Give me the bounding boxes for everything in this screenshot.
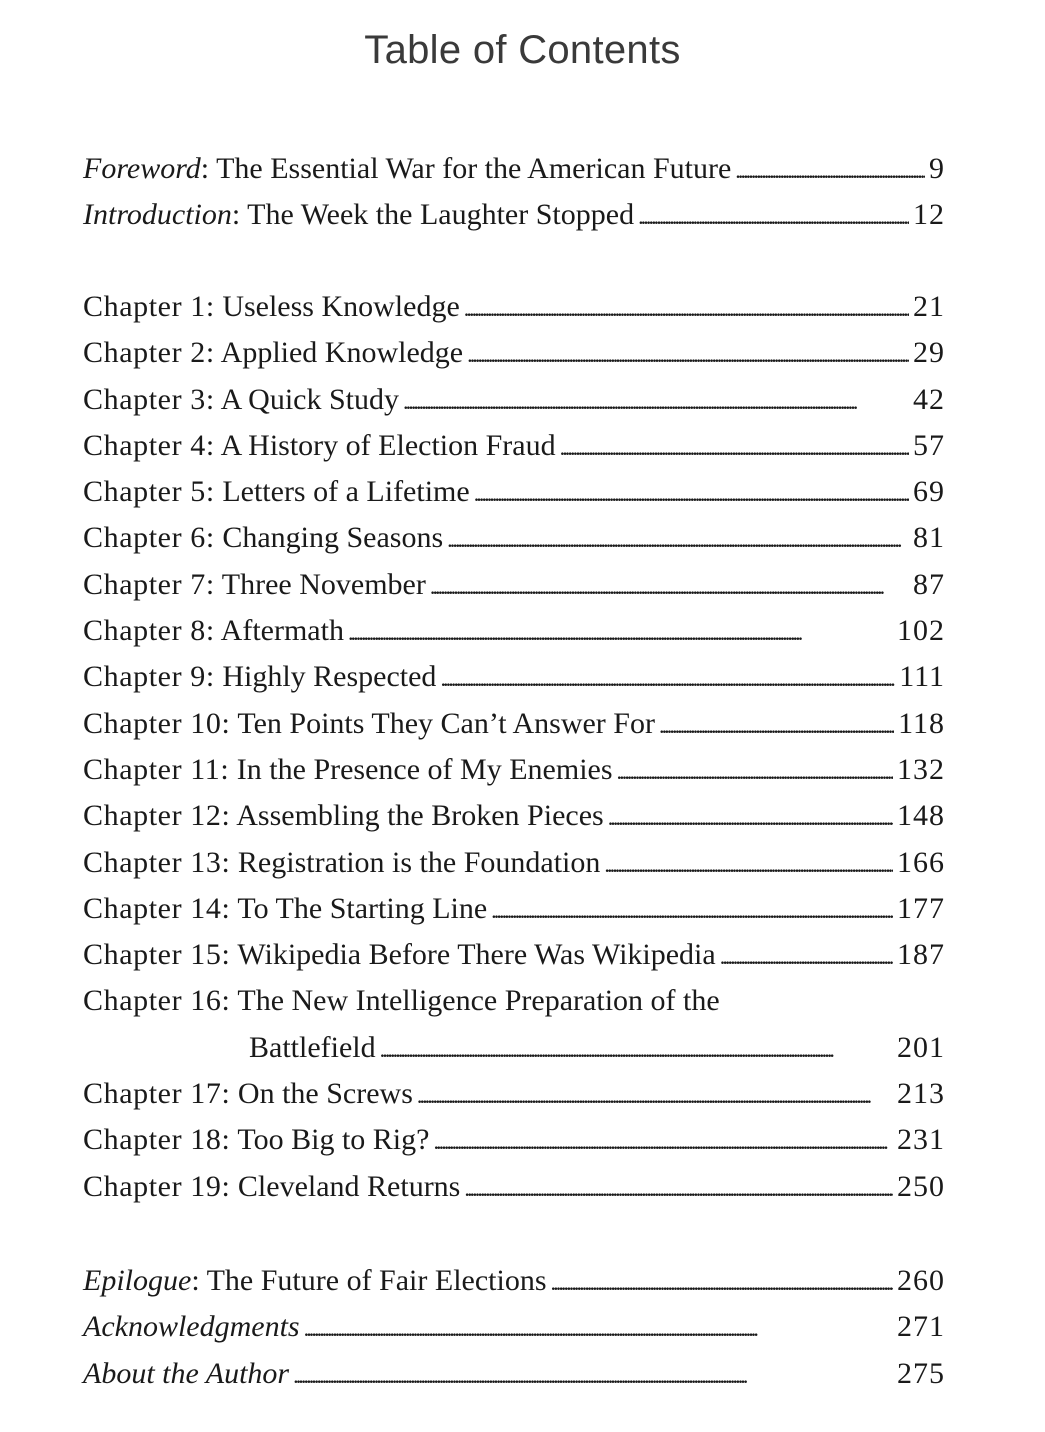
entry-text: Three November <box>214 567 426 601</box>
entry-title <box>83 377 399 423</box>
chapter-label: Chapter 13: <box>83 845 231 879</box>
entry-title <box>83 515 443 561</box>
dot-leader <box>560 423 909 471</box>
toc-entry-chapter-2[interactable] <box>83 330 945 376</box>
toc-entry-chapter-15[interactable] <box>83 932 945 978</box>
toc-entry-chapter-1[interactable] <box>83 284 945 330</box>
toc-entry-chapter-17[interactable] <box>83 1071 945 1117</box>
toc-entry-chapter-9[interactable] <box>83 654 945 700</box>
dot-leader <box>551 1258 893 1306</box>
page-number: 29 <box>913 336 945 370</box>
page-number: 260 <box>897 1264 945 1297</box>
entry-text: To The Starting Line <box>230 891 488 925</box>
page-number: 166 <box>897 845 945 879</box>
entry-title <box>83 1351 289 1397</box>
page-number: 275 <box>897 1356 945 1390</box>
entry-text: The New Intelligence Preparation of the <box>230 984 720 1018</box>
chapter-label: Chapter 18: <box>83 1123 231 1157</box>
page-number: 201 <box>897 1030 945 1064</box>
toc-entry-chapter-7[interactable] <box>83 562 945 608</box>
chapter-label: Chapter 5: <box>83 475 215 509</box>
dot-leader <box>293 1351 893 1399</box>
entry-text: Useless Knowledge <box>214 290 460 323</box>
entry-text: Wikipedia Before There Was Wikipedia <box>230 938 716 972</box>
entry-text: On the Screws <box>230 1077 413 1111</box>
toc-entry-about-the-author[interactable] <box>83 1351 945 1397</box>
chapter-label: Chapter 4: <box>83 428 215 462</box>
toc-entry-acknowledgments[interactable] <box>83 1304 945 1350</box>
entry-title <box>83 423 556 469</box>
dot-leader <box>304 1304 893 1352</box>
page-number: 177 <box>897 891 945 925</box>
chapter-label: Chapter 16: <box>83 984 231 1018</box>
dot-leader <box>403 377 909 425</box>
entry-label: Epilogue <box>83 1264 192 1297</box>
entry-label: Introduction <box>83 198 232 232</box>
entry-title <box>83 562 426 608</box>
entry-title <box>83 146 731 192</box>
entry-title <box>83 1304 300 1350</box>
entry-title <box>83 1117 429 1163</box>
page-number: 213 <box>897 1077 945 1111</box>
page-number: 187 <box>897 938 945 972</box>
page-title: Table of Contents <box>364 28 681 72</box>
entry-title <box>83 192 634 238</box>
dot-leader <box>638 192 909 240</box>
entry-title <box>83 701 655 747</box>
page-number: 118 <box>898 706 945 740</box>
page-number: 111 <box>899 660 945 694</box>
dot-leader <box>464 1164 893 1212</box>
entry-title <box>83 654 436 700</box>
toc-entry-chapter-16-continued[interactable] <box>83 1025 945 1071</box>
entry-text: Aftermath <box>214 614 344 648</box>
back-matter-list <box>83 1258 945 1397</box>
entry-text: Registration is the Foundation <box>230 845 601 879</box>
chapter-label: Chapter 19: <box>83 1169 231 1203</box>
toc-entry-epilogue[interactable] <box>83 1258 945 1304</box>
dot-leader <box>380 1025 893 1073</box>
chapter-label: Chapter 8: <box>83 614 215 648</box>
dot-leader <box>467 330 909 378</box>
page-number: 81 <box>913 521 945 555</box>
toc-entry-foreword[interactable] <box>83 146 945 192</box>
entry-title <box>83 840 600 886</box>
entry-text: Ten Points They Can’t Answer For <box>230 706 655 740</box>
toc-entry-chapter-8[interactable] <box>83 608 945 654</box>
entry-title <box>83 1258 547 1304</box>
page-number: 57 <box>913 428 945 462</box>
page-number: 102 <box>897 614 945 648</box>
chapter-label: Chapter 7: <box>83 567 215 601</box>
toc-entry-chapter-18[interactable] <box>83 1117 945 1163</box>
chapter-label: Chapter 9: <box>83 660 215 694</box>
page-number: 9 <box>929 152 945 185</box>
toc-entry-chapter-19[interactable] <box>83 1164 945 1210</box>
entry-text: Too Big to Rig? <box>230 1123 430 1157</box>
entry-text: Letters of a Lifetime <box>214 475 470 509</box>
chapter-label: Chapter 11: <box>83 752 230 786</box>
entry-label: Foreword <box>83 152 201 185</box>
entry-title <box>83 284 460 330</box>
page-number: 87 <box>913 567 945 601</box>
dot-leader <box>604 840 893 888</box>
page-number: 250 <box>897 1169 945 1203</box>
entry-title <box>83 1071 413 1117</box>
page-number: 271 <box>897 1310 945 1344</box>
dot-leader <box>617 747 893 795</box>
entry-text: Assembling the Broken Pieces <box>230 799 604 833</box>
chapter-label: Chapter 12: <box>83 799 231 833</box>
toc-entry-chapter-3[interactable] <box>83 377 945 423</box>
entry-title <box>83 932 716 978</box>
dot-leader <box>430 562 909 610</box>
chapter-label: Chapter 2: <box>83 336 215 370</box>
toc-entry-chapter-4[interactable] <box>83 423 945 469</box>
entry-title <box>83 469 470 515</box>
dot-leader <box>474 469 909 517</box>
chapter-label: Chapter 1: <box>83 290 215 323</box>
toc-entry-chapter-6[interactable] <box>83 515 945 561</box>
dot-leader <box>348 608 893 656</box>
dot-leader <box>720 932 893 980</box>
entry-title <box>83 793 604 839</box>
dot-leader <box>447 515 909 563</box>
chapter-label: Chapter 10: <box>83 706 231 740</box>
page-number: 42 <box>913 382 945 416</box>
entry-text: Cleveland Returns <box>230 1169 461 1203</box>
toc-entry-chapter-11[interactable] <box>83 747 945 793</box>
entry-text: : The Essential War for the American Future <box>200 152 732 185</box>
entry-text: : The Week the Laughter Stopped <box>231 198 635 232</box>
dot-leader <box>417 1071 893 1119</box>
entry-title <box>83 1164 460 1210</box>
entry-text: A History of Election Fraud <box>214 428 556 462</box>
entry-title <box>83 984 720 1017</box>
toc-entry-chapter-14[interactable] <box>83 886 945 932</box>
entry-title <box>83 886 487 932</box>
toc-entry-chapter-5[interactable] <box>83 469 945 515</box>
chapter-list <box>83 284 945 1210</box>
entry-title <box>83 608 344 654</box>
toc-entry-chapter-10[interactable] <box>83 701 945 747</box>
page-number: 69 <box>913 475 945 509</box>
chapter-label: Chapter 15: <box>83 938 231 972</box>
page-number: 21 <box>913 290 945 323</box>
entry-text: Changing Seasons <box>214 521 444 555</box>
entry-title <box>83 330 463 376</box>
entry-title-continued: Battlefield <box>249 1030 376 1064</box>
toc-entry-chapter-16[interactable] <box>83 978 945 1024</box>
entry-label: About the Author <box>83 1356 290 1390</box>
chapter-label: Chapter 17: <box>83 1077 231 1111</box>
entry-text: : The Future of Fair Elections <box>191 1264 547 1297</box>
dot-leader <box>464 284 909 332</box>
entry-text: In the Presence of My Enemies <box>229 752 613 786</box>
toc-entry-chapter-13[interactable] <box>83 840 945 886</box>
dot-leader <box>440 654 895 702</box>
chapter-label: Chapter 3: <box>83 382 215 416</box>
toc-entry-chapter-12[interactable] <box>83 793 945 839</box>
chapter-label: Chapter 6: <box>83 521 215 555</box>
entry-text: A Quick Study <box>214 382 400 416</box>
page-number: 231 <box>897 1123 945 1157</box>
front-matter-list <box>83 146 945 239</box>
dot-leader <box>608 793 893 841</box>
dot-leader <box>491 886 893 934</box>
entry-title <box>83 747 613 793</box>
entry-text: Applied Knowledge <box>214 336 464 370</box>
entry-text: Highly Respected <box>214 660 437 694</box>
toc-entry-introduction[interactable] <box>83 192 945 238</box>
page-number: 12 <box>913 198 945 232</box>
page-number: 148 <box>897 799 945 833</box>
chapter-label: Chapter 14: <box>83 891 231 925</box>
dot-leader <box>659 701 894 749</box>
page-number: 132 <box>897 752 945 786</box>
entry-label: Acknowledgments <box>83 1310 300 1344</box>
dot-leader <box>735 146 925 194</box>
dot-leader <box>433 1117 893 1165</box>
